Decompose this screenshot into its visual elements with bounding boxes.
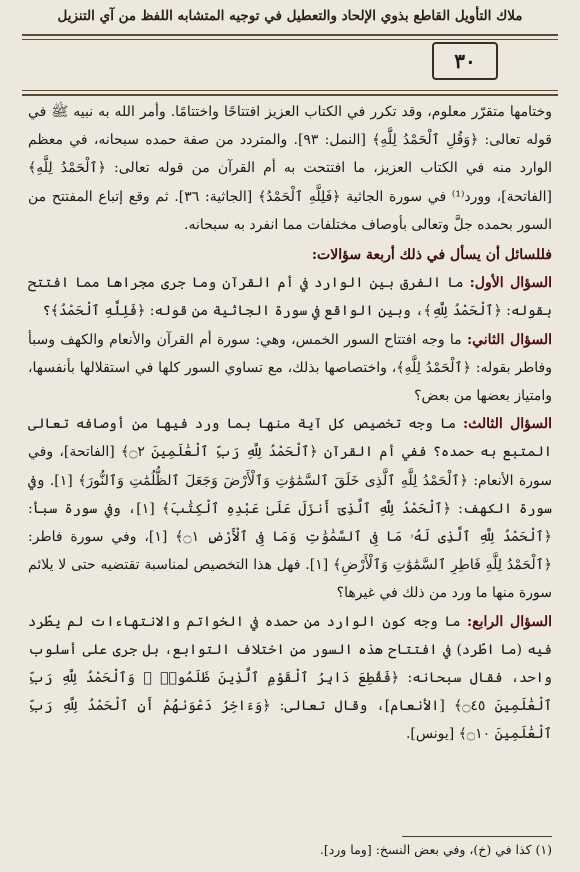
question-label: السؤال الثاني: <box>466 331 552 348</box>
question-label: السؤال الأول: <box>469 275 553 292</box>
question-4 <box>28 608 552 749</box>
question-text: ما وجه تخصيص كل آية منها بما ورد فيها من أوصافه تعالى المتبع به حمده؟ ففي أم القرآن ﴿ٱلْحَمْدُ لِلَّهِ رَبِّ ٱلْعَٰلَمِينَ ۝٢﴾ [الفاتحة]، وفي سورة الأنعام: ﴿ٱلْحَمْدُ لِلَّهِ ٱلَّذِى خَلَقَ ٱلسَّمَٰوَٰتِ وَٱلْأَرْضَ وَجَعَلَ ٱلظُّلُمَٰتِ وَٱلنُّورَ﴾ [١]. وفي سورة الكهف: ﴿ٱلْحَمْدُ لِلَّهِ ٱلَّذِىٓ أَنزَلَ عَلَىٰ عَبْدِهِ ٱلْكِتَٰبَ﴾ [١]، وفي سورة سبأ: ﴿ٱلْحَمْدُ لِلَّهِ ٱلَّذِى لَهُۥ مَا فِى ٱلسَّمَٰوَٰتِ وَمَا فِى ٱلْأَرْضِ ۝١﴾ [١]، وفي سورة فاطر: ﴿ٱلْحَمْدُ لِلَّهِ فَاطِرِ ٱلسَّمَٰوَٰتِ وَٱلْأَرْضِ﴾ [١]. فهل هذا التخصيص لمناسبة تقتضيه حتى لا يلائم سورة منها ما ورد من ذلك في غيرها؟ <box>28 416 553 602</box>
question-label: السؤال الثالث: <box>462 416 553 433</box>
section-heading: فللسائل أن يسأل في ذلك أربعة سؤالات: <box>311 247 552 264</box>
question-text: ما وجه افتتاح السور الخمس، وهي: سورة أم القرآن والأنعام والكهف وسبأ وفاطر بقوله: ﴿ٱلْحَمْدُ لِلَّهِ﴾، واختصاصها بذلك، مع تساوي السور كلها في استقلالها بأنفسها، وامتياز بعضها من بعض؟ <box>28 331 552 405</box>
header-rule <box>22 94 558 96</box>
intro-paragraph: وختامها متقرّر معلوم، وقد تكرر في الكتاب العزيز افتتاحًا واختتامًا. وأمر الله به نبيه ﷺ في قوله تعالى: ﴿وَقُلِ ٱلْحَمْدُ لِلَّهِ﴾ [النمل: ٩٣]. والمتردد من صفة حمده سبحانه، في معظم الوارد منه في الكتاب العزيز، ما افتتحت به أم القرآن من قوله تعالى: ﴿ٱلْحَمْدُ لِلَّهِ﴾ [الفاتحة]، وورد⁽¹⁾ في سورة الجاثية ﴿فَلِلَّهِ ٱلْحَمْدُ﴾ [الجاثية: ٣٦]. ثم وقع إتباع المفتتح من السور بحمده جلَّ وتعالى بأوصاف مختلفات مما انفرد به سبحانه. <box>28 104 552 233</box>
header-rule <box>22 90 558 91</box>
header-rule <box>22 39 558 40</box>
question-1 <box>28 269 552 325</box>
question-label: السؤال الرابع: <box>467 613 552 630</box>
header-rule <box>22 34 558 36</box>
question-2 <box>28 326 552 411</box>
question-text: ما وجه كون الوارد من حمده في الخواتم والانتهاءات لم يطّرد فيه (ما اطّرد) في افتتاح هذه السور من اختلاف التوابع، بل جرى على أسلوب واحد، فقال سبحانه: ﴿فَقُطِعَ دَابِرُ ٱلْقَوْمِ ٱلَّذِينَ ظَلَمُوا۟ ۚ وَٱلْحَمْدُ لِلَّهِ رَبِّ ٱلْعَٰلَمِينَ ۝٤٥﴾ [الأنعام]، وقال تعالى: ﴿وَءَاخِرُ دَعْوَىٰهُمْ أَنِ ٱلْحَمْدُ لِلَّهِ رَبِّ ٱلْعَٰلَمِينَ ۝١٠﴾ [يونس]. <box>28 613 552 743</box>
page-body <box>28 98 552 749</box>
question-text: ما الفرق بين الوارد في أم القرآن وما جرى مجراها مما افتتح بقوله: ﴿ٱلْحَمْدُ لِلَّهِ﴾، وبين الواقع في سورة الجاثية من قوله: ﴿فَلِلَّهِ ٱلْحَمْدُ﴾؟ <box>28 275 552 320</box>
header-title: ملاك التأويل القاطع بذوي الإلحاد والتعطيل في توجيه المتشابه اللفظ من آي التنزيل <box>57 8 523 24</box>
footnote-divider <box>402 836 552 837</box>
running-header <box>22 8 558 96</box>
footnote: (١) كذا في (خ)، وفي بعض النسخ: [وما ورد]. <box>319 842 552 857</box>
page-number: ٣٠ <box>432 42 498 80</box>
question-3 <box>28 410 552 607</box>
